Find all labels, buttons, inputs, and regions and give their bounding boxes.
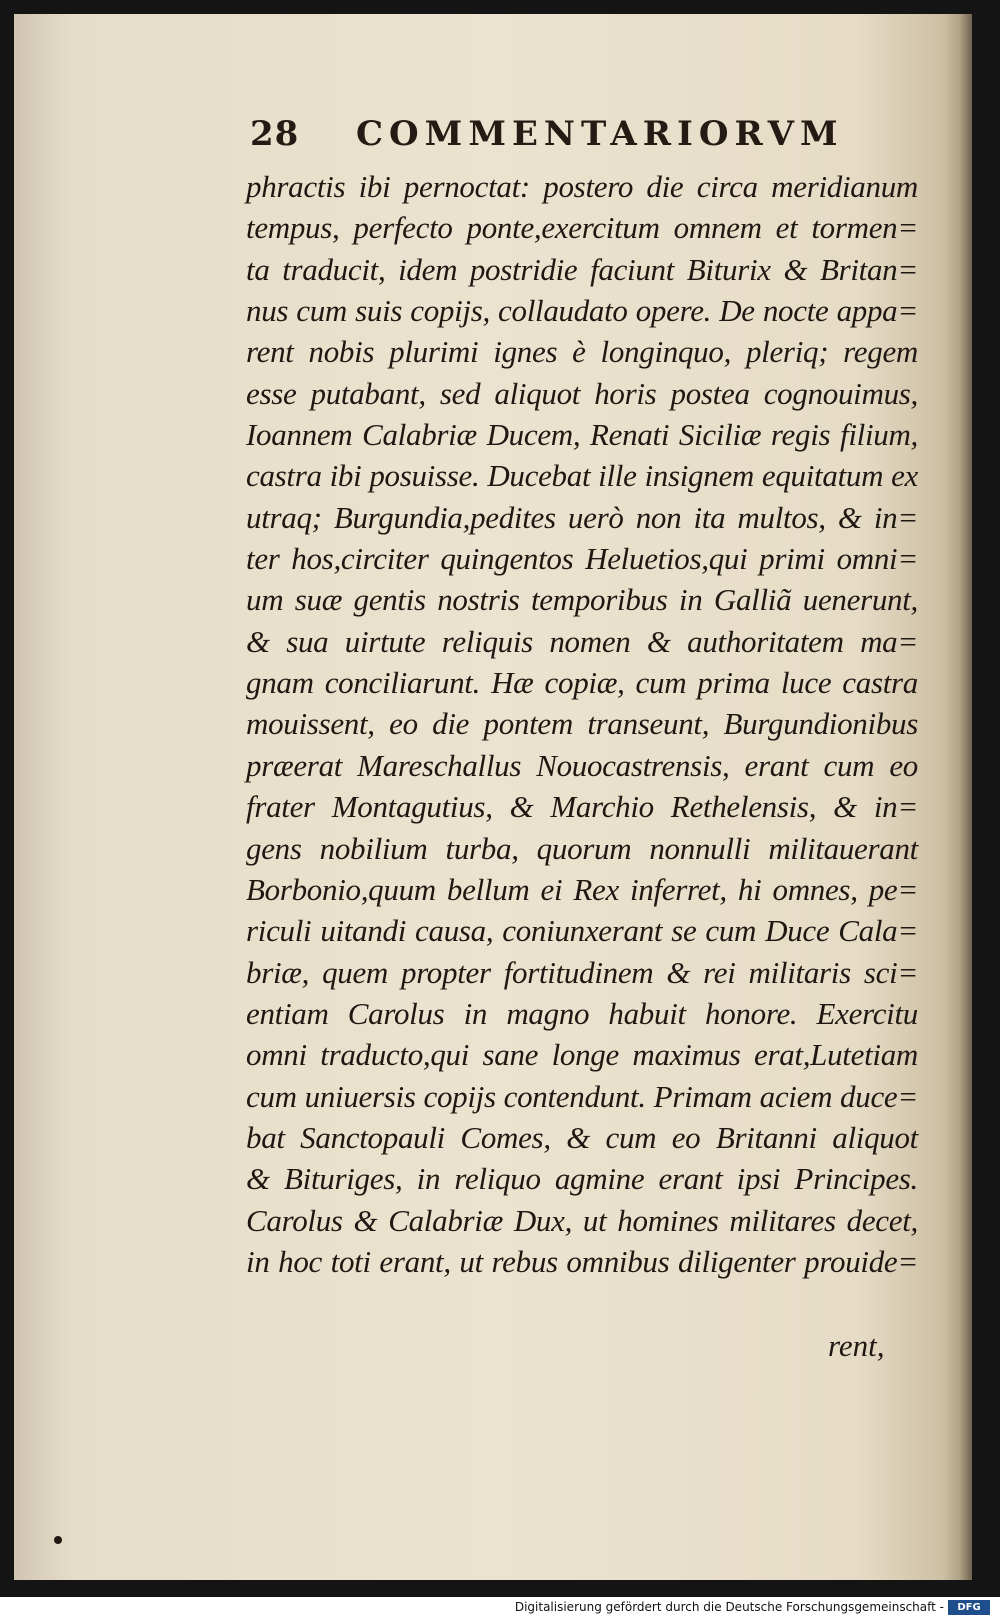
text-line: gnam conciliarunt. Hæ copiæ, cum prima luce castra [246,665,918,701]
text-line: frater Montagutius, & Marchio Rethelensis, & in= [246,789,918,825]
digitization-footer [0,1597,1000,1619]
catchword: rent, [828,1328,885,1363]
text-line: um suæ gentis nostris temporibus in Galliã uenerunt, [246,582,918,618]
text-line: Borbonio,quum bellum ei Rex inferret, hi omnes, pe= [246,871,918,907]
text-line: mouissent, eo die pontem transeunt, Burgundionibus [246,706,918,742]
text-line: briæ, quem propter fortitudinem & rei militaris sci= [246,954,918,990]
text-line: esse putabant, sed aliquot horis postea cognouimus, [246,375,918,411]
dfg-logo: DFG [948,1600,990,1615]
page-edge [958,14,972,1580]
text-line: ter hos,circiter quingentos Heluetios,qui primi omni= [246,541,918,577]
text-line: cum uniuersis copijs contendunt. Primam aciem duce= [246,1078,918,1114]
text-line: nus cum suis copijs, collaudato opere. De nocte appa= [246,293,918,329]
text-line: Ioannem Calabriæ Ducem, Renati Siciliæ regis filium, [246,417,918,453]
text-line: omni traducto,qui sane longe maximus erat,Lutetiam [246,1037,918,1073]
running-title: COMMENTARIORVM [356,114,844,154]
text-line: utraq; Burgundia,pedites uerò non ita multos, & in= [246,499,918,535]
text-line: Carolus & Calabriæ Dux, ut homines militares decet, [246,1202,918,1238]
text-line: castra ibi posuisse. Ducebat ille insignem equitatum ex [246,458,918,494]
page-number: 28 [250,114,300,154]
funding-credit: Digitalisierung gefördert durch die Deutsche Forschungsgemeinschaft - [514,1600,944,1614]
text-line: tempus, perfecto ponte,exercitum omnem et tormen= [246,210,918,246]
text-line: riculi uitandi causa, coniunxerant se cum Duce Cala= [246,913,918,949]
text-line: in hoc toti erant, ut rebus omnibus diligenter prouide= [246,1243,918,1279]
text-line: & sua uirtute reliquis nomen & authoritatem ma= [246,623,918,659]
text-line: bat Sanctopauli Comes, & cum eo Britanni aliquot [246,1119,918,1155]
page-header [250,114,850,160]
text-line: rent nobis plurimi ignes è longinquo, pleriq; regem [246,334,918,370]
text-line: ta traducit, idem postridie faciunt Biturix & Britan= [246,251,918,287]
book-page [14,14,972,1580]
body-text [246,166,918,1282]
text-line: & Bituriges, in reliquo agmine erant ipsi Principes. [246,1161,918,1197]
text-line: præerat Mareschallus Nouocastrensis, erant cum eo [246,747,918,783]
ink-mark [54,1536,62,1544]
text-line: phractis ibi pernoctat: postero die circa meridianum [246,169,918,204]
text-line: gens nobilium turba, quorum nonnulli militauerant [246,830,918,866]
text-line: entiam Carolus in magno habuit honore. Exercitu [246,995,918,1031]
